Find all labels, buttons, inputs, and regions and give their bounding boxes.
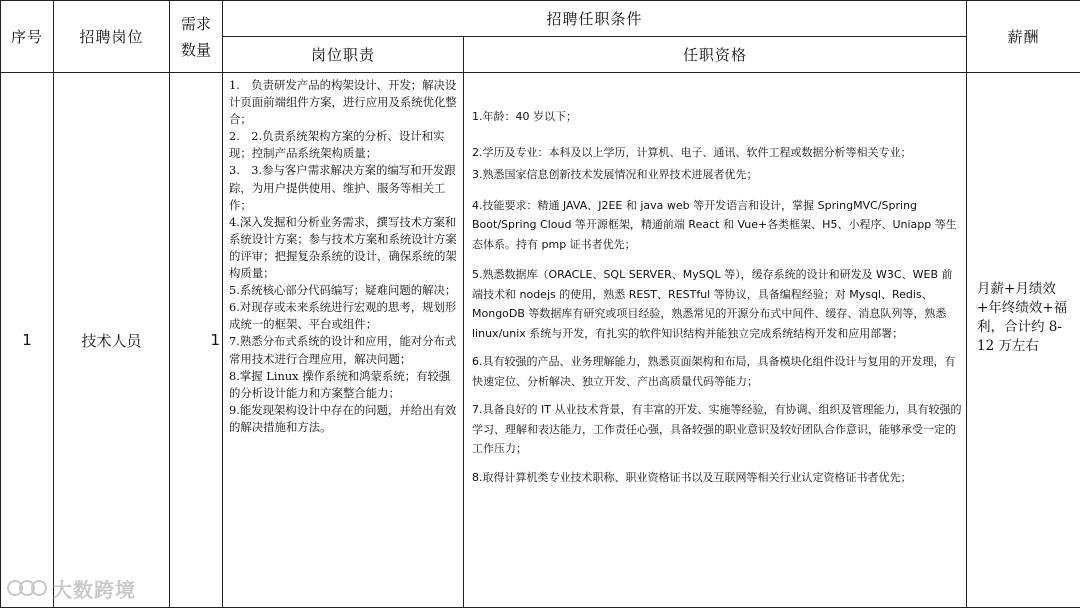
cross-border-logo-icon xyxy=(6,576,48,600)
duty-item: 3. 3.参与客户需求解决方案的编写和开发跟踪，为用户提供使用、维护、服务等相关工作； xyxy=(229,163,456,212)
header-position: 招聘岗位 xyxy=(54,1,170,73)
header-salary: 薪酬 xyxy=(967,1,1080,73)
row-position: 技术人员 xyxy=(54,73,170,608)
watermark xyxy=(6,574,136,602)
header-demand-line1: 需求 xyxy=(180,14,211,33)
duty-item: 4.深入发掘和分析业务需求，撰写技术方案和系统设计方案；参与技术方案和系统设计方案的评审；把握复杂系统的设计，确保系统的架构质量； xyxy=(229,214,457,281)
header-demand-line2: 数量 xyxy=(180,40,211,59)
duty-item: 8.掌握 Linux 操作系统和鸿蒙系统；有较强的分析设计能力和方案整合能力； xyxy=(229,368,451,400)
qualifications-cell xyxy=(464,73,967,608)
qualification-item: 8.取得计算机类专业技术职称、职业资格证书以及互联网等相关行业认定资格证书者优先； xyxy=(472,470,912,484)
row-seq: 1 xyxy=(1,73,54,608)
header-conditions: 招聘任职条件 xyxy=(223,1,967,37)
row-count: 1 xyxy=(170,73,223,608)
qualification-item: 5.熟悉数据库（ORACLE、SQL SERVER、MySQL 等），缓存系统的设计和研发及 W3C、WEB 前端技术和 nodejs 的使用，熟悉 REST、RESTful 等协议，具备编程经验；对 Mysql、Redis、MongoDB 等数据库有研究或项目经验，熟悉常见的开源分布式中间件、缓存、消息队列等，熟悉 linux/unix 系统与开发，有扎实的软件知识结构并能独立完成系统结构开发和应用部署； xyxy=(472,268,953,340)
watermark-text: 大数跨境 xyxy=(52,577,136,602)
qualification-item: 6.具有较强的产品、业务理解能力，熟悉页面架构和布局，具备模块化组件设计与复用的开发理，有快速定位、分析解决、独立开发、产出高质量代码等能力； xyxy=(472,355,956,388)
duties-cell xyxy=(223,73,464,608)
qualification-item: 4.技能要求：精通 JAVA、J2EE 和 java web 等开发语言和设计，掌握 SpringMVC/Spring Boot/Spring Cloud 等开源框架，精通前端 React 和 Vue+各类框架、H5、小程序、Uniapp 等生态体系。持有 pmp 证书者优先； xyxy=(472,198,957,251)
salary-cell xyxy=(967,73,1080,608)
duty-item: 2. 2.负责系统架构方案的分析、设计和实现；控制产品系统架构质量； xyxy=(229,129,445,161)
duty-item: 1. 负责研发产品的构架设计、开发；解决设计页面前端组件方案，进行应用及系统优化整合； xyxy=(229,78,457,127)
duty-item: 7.熟悉分布式系统的设计和应用，能对分布式常用技术进行合理应用，解决问题； xyxy=(229,334,457,366)
header-seq: 序号 xyxy=(1,1,54,73)
qualification-item: 2.学历及专业：本科及以上学历，计算机、电子、通讯、软件工程或数据分析等相关专业； xyxy=(472,145,912,159)
salary-text: 月薪+月绩效+年终绩效+福利，合计约 8-12 万左右 xyxy=(977,281,1068,354)
qualification-item: 1.年龄：40 岁以下； xyxy=(472,110,577,123)
header-qualifications: 任职资格 xyxy=(464,37,967,73)
duty-item: 6.对现存或未来系统进行宏观的思考，规划形成统一的框架、平台或组件； xyxy=(229,300,457,332)
duty-item: 5.系统核心部分代码编写；疑难问题的解决； xyxy=(229,283,457,298)
qualification-item: 3.熟悉国家信息创新技术发展情况和业界技术进展者优先； xyxy=(472,168,758,181)
qualification-item: 7.具备良好的 IT 从业技术背景，有丰富的开发、实施等经验，有协调、组织及管理能力，具有较强的学习、理解和表达能力，工作责任心强，具备较强的职业意识及较好团队合作意识，能够承受一定的工作压力； xyxy=(472,403,962,455)
header-duties: 岗位职责 xyxy=(223,37,464,73)
header-demand xyxy=(170,1,223,73)
duty-item: 9.能发现架构设计中存在的问题，并给出有效的解决措施和方法。 xyxy=(229,402,457,434)
